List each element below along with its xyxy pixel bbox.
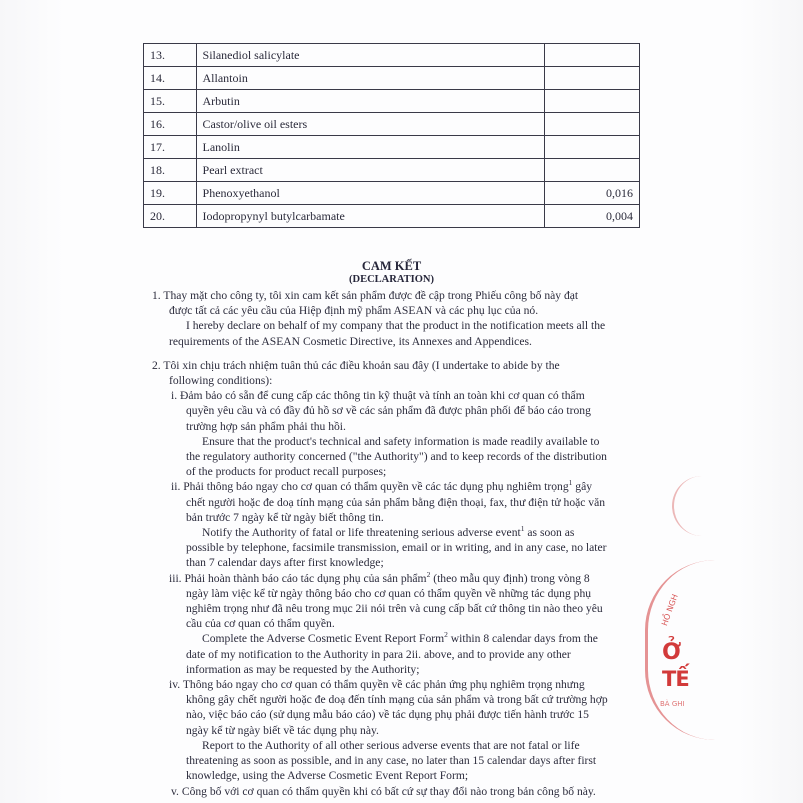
clause-2-iv-en: Report to the Authority of all other serious adverse events that are not fatal or life — [202, 738, 580, 752]
table-row — [144, 159, 640, 182]
ingredient-name: Arbutin — [196, 90, 545, 113]
table-row — [144, 136, 640, 159]
ingredient-name: Pearl extract — [196, 159, 545, 182]
row-number: 18. — [144, 159, 197, 182]
stamp-edge-upper — [672, 476, 704, 536]
clause-2-iii-en: Complete the Adverse Cosmetic Event Report Form$^2$ within 8 calendar days from the — [202, 630, 598, 646]
clause-1-en: I hereby declare on behalf of my company that the product in the notification meets all the — [186, 319, 606, 333]
table-row — [144, 67, 640, 90]
row-number: 13. — [144, 44, 197, 67]
clause-2-iii-vi: iii. Phải hoàn thành báo cáo tác dụng phụ của sản phẩm$^2$ (theo mẫu quy định) trong vòng 8 — [169, 569, 590, 585]
table-row — [144, 90, 640, 113]
clause-2-ii-en: Notify the Authority of fatal or life threatening serious adverse event$^1$ as soon as — [202, 524, 575, 540]
ingredient-value — [545, 159, 640, 182]
ingredient-name: Phenoxyethanol — [196, 182, 545, 205]
ingredients-table — [143, 43, 640, 228]
clause-2: 2. Tôi xin chịu trách nhiệm tuân thủ các điều khoản sau đây (I undertake to abide by the — [152, 358, 560, 372]
red-stamp: HỒ NGH Ở TẾ BÀ GHI — [660, 592, 689, 708]
ingredient-name: Lanolin — [196, 136, 545, 159]
ingredient-name: Castor/olive oil esters — [196, 113, 545, 136]
ingredient-value — [545, 44, 640, 67]
clause-2-i-vi: i. Đảm bảo có sẵn để cung cấp các thông tin kỹ thuật và tính an toàn khi cơ quan có thẩm — [171, 389, 585, 403]
ingredient-value — [545, 90, 640, 113]
ingredient-value — [545, 136, 640, 159]
ingredient-value: 0,004 — [545, 205, 640, 228]
declaration-subtitle: (DECLARATION) — [349, 274, 434, 285]
row-number: 17. — [144, 136, 197, 159]
row-number: 15. — [144, 90, 197, 113]
declaration-title: CAM KẾT — [361, 259, 422, 273]
table-row — [144, 44, 640, 67]
clause-1-vi: 1. Thay mặt cho công ty, tôi xin cam kết sản phẩm được đề cập trong Phiếu công bố này đạt — [152, 289, 579, 302]
row-number: 19. — [144, 182, 197, 205]
ingredient-name: Iodopropynyl butylcarbamate — [196, 205, 545, 228]
ingredient-name: Silanediol salicylate — [196, 44, 545, 67]
clause-2-v-vi: v. Công bố với cơ quan có thẩm quyền khi có bất cứ sự thay đổi nào trong bản công bố này. — [171, 784, 596, 798]
ingredient-name: Allantoin — [196, 67, 545, 90]
table-row — [144, 182, 640, 205]
row-number: 16. — [144, 113, 197, 136]
declaration-body: 1. Thay mặt cho công ty, tôi xin cam kết sản phẩm được đề cập trong Phiếu công bố này đạt được tất cả các yêu cầu của Hiệp định mỹ phẩm ASEAN và các phụ lục của nó. I hereby declare on behalf of my company that the product in the notification meets all the requirements of the ASEAN Cosmetic Directive, its Annexes and Appendices. 2. Tôi xin chịu trách nhiệm tuân thủ các điều khoản sau đây (I undertake to abide by the following conditions): i. Đảm bảo có sẵn để cung cấp các thông tin kỹ thuật và tính an toàn khi cơ quan có thẩm quyền yêu cầu và có đầy đủ hồ sơ về các sản phẩm đã được phân phối để báo cáo trong trường hợp sản phẩm phải thu hồi. Ensure that the product's technical and safety information is made readily available to the regulatory authority concerned ("the Authority") and to keep records of the distribution of the products for product recall purposes; ii. Phải thông báo ngay cho cơ quan có thẩm quyền về các tác dụng phụ nghiêm trọng$^1$ gây chết người hoặc đe doạ tính mạng của sản phẩm bằng điện thoại, fax, thư điện tử hoặc văn bản trước 7 ngày kể từ ngày biết thông tin. Notify the Authority of fatal or life threatening serious adverse event$^1$ as soon as possible by telephone, facsimile transmission, email or in writing, and in any case, no later than 7 calendar days after first knowledge; iii. Phải hoàn thành báo cáo tác dụng phụ của sản phẩm$^2$ (theo mẫu quy định) trong vòng 8 ngày làm việc kể từ ngày thông báo cho cơ quan có thẩm quyền về những tác dụng phụ nghiêm trọng như đã nêu trong mục 2ii nói trên và cung cấp bất cứ thông tin nào theo yêu cầu của cơ quan có thẩm quyền. Complete the Adverse Cosmetic Event Report Form$^2$ within 8 calendar days from the date of my notification to the Authority in para 2ii. above, and to provide any other information as may be requested by the Authority; iv. Thông báo ngay cho cơ quan có thẩm quyền về các phản ứng phụ nghiêm trọng nhưng không gây chết người hoặc đe doạ đến tính mạng của sản phẩm và trong bất cứ trường hợp nào, việc báo cáo (sử dụng mẫu báo cáo) về tác dụng phụ phải được tiến hành trước 15 ngày kể từ ngày biết về tác dụng phụ này. Report to the Authority of all other serious adverse events that are not fatal or life threatening as soon as possible, and in any case, no later than 15 calendar days after first knowledge, using the Adverse Cosmetic Event Report Form; v. Công bố với cơ quan có thẩm quyền khi có bất cứ sự thay đổi nào trong bản công bố này. — [152, 288, 647, 799]
table-row — [144, 205, 640, 228]
clause-2-iv-vi: iv. Thông báo ngay cho cơ quan có thẩm quyền về các phản ứng phụ nghiêm trọng nhưng — [169, 678, 585, 692]
ingredient-value — [545, 67, 640, 90]
table-row — [144, 113, 640, 136]
row-number: 20. — [144, 205, 197, 228]
clause-2-i-en: Ensure that the product's technical and safety information is made readily available to — [202, 434, 600, 448]
clause-2-ii-vi: ii. Phải thông báo ngay cho cơ quan có thẩm quyền về các tác dụng phụ nghiêm trọng$^1$ gây — [171, 478, 593, 494]
row-number: 14. — [144, 67, 197, 90]
ingredient-value: 0,016 — [545, 182, 640, 205]
ingredient-value — [545, 113, 640, 136]
